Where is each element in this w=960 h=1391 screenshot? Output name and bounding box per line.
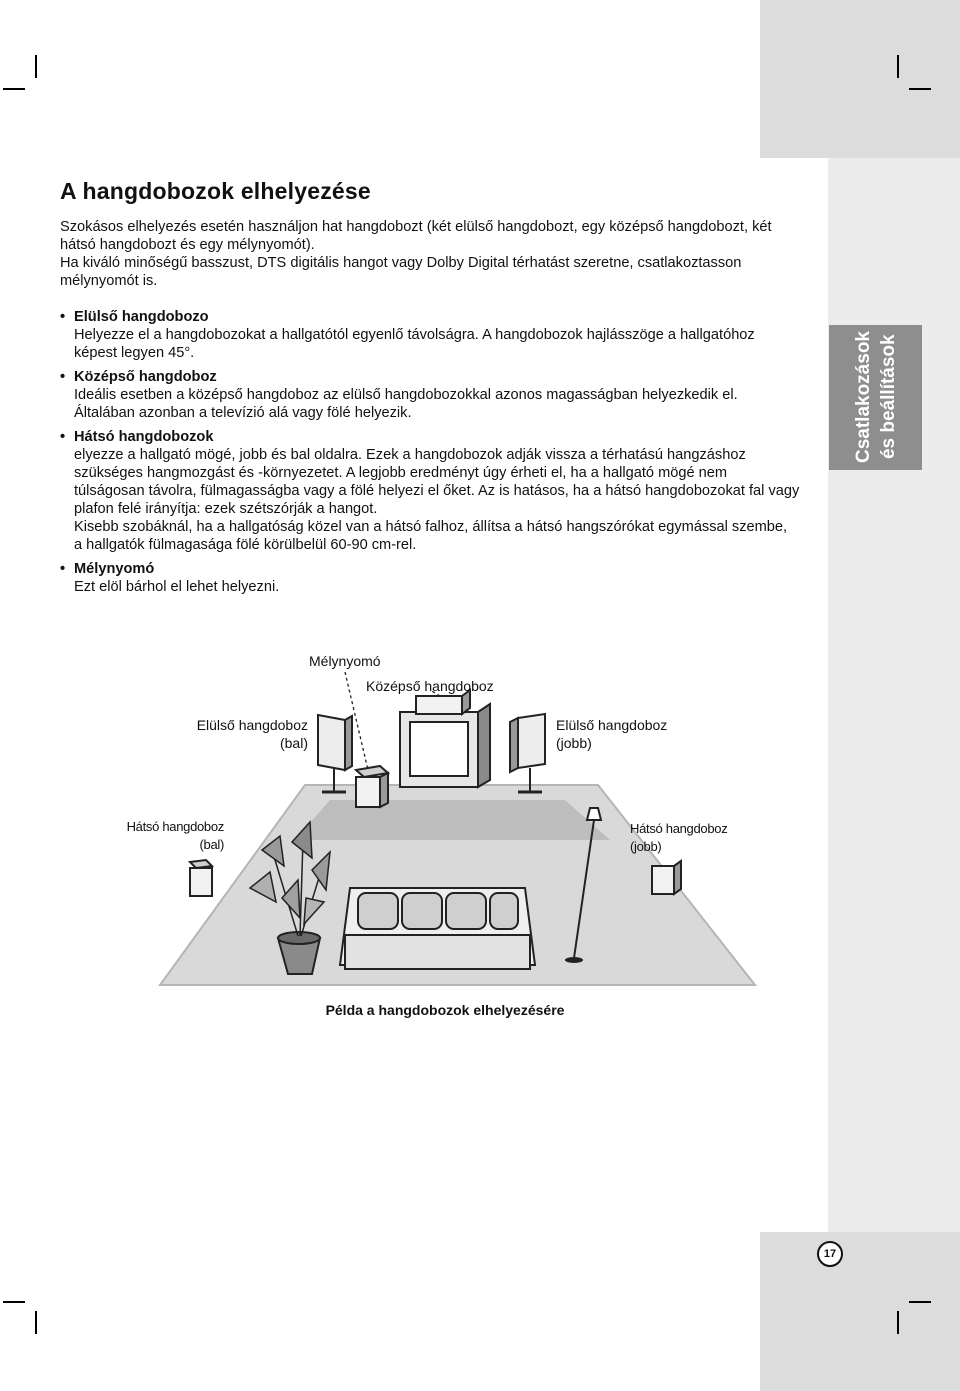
front-left-label-line: (bal) — [279, 735, 308, 751]
subwoofer-icon — [356, 766, 388, 807]
rear-left-label-line: (bal) — [199, 837, 224, 852]
list-item-heading: Középső hangdoboz — [74, 369, 217, 385]
intro-paragraph: Ha kiváló minőségű basszust, DTS digitális hangot vagy Dolby Digital térhatást szeretne, csatlakoztasson mélynyomót is. — [60, 255, 742, 289]
bullet-icon: • — [60, 429, 66, 445]
rear-right-speaker-icon — [652, 861, 681, 894]
front-left-speaker-icon — [318, 715, 352, 792]
front-right-label — [556, 716, 706, 752]
page-title: A hangdobozok elhelyezése — [60, 178, 371, 204]
figure-caption: Példa a hangdobozok elhelyezésére — [325, 1002, 565, 1018]
rear-right-label-line: (jobb) — [630, 839, 662, 854]
subwoofer-label: Mélynyomó — [309, 653, 381, 669]
list-item-text: Ezt elöl bárhol el lehet helyezni. — [74, 579, 280, 595]
bullet-icon: • — [60, 309, 66, 325]
section-tab-line2: és beállítások — [877, 335, 899, 460]
tv-icon — [400, 704, 490, 787]
bullet-icon: • — [60, 369, 66, 385]
rug-inner — [295, 800, 610, 840]
list-item-text: Helyezze el a hangdobozokat a hallgatótól egyenlő távolságra. A hangdobozok hajlásszöge a hallgatóhoz képest legyen 45°. — [74, 327, 755, 361]
sofa-icon — [340, 888, 535, 969]
center-speaker-label: Középső hangdoboz — [366, 678, 494, 694]
rear-right-label-line: Hátsó hangdoboz — [630, 821, 728, 836]
front-right-label-line: (jobb) — [556, 735, 592, 751]
rear-left-label — [104, 818, 224, 854]
list-item-text: Kisebb szobáknál, ha a hallgatóság közel van a hátsó falhoz, állítsa a hátsó hangszórókat egymással szembe, — [74, 519, 788, 535]
bullet-icon: • — [60, 561, 66, 577]
list-item-text: Ideális esetben a középső hangdoboz az elülső hangdobozokkal azonos magasságban helyezkedik el. Általában azonban a televízió alá vagy fölé helyezik. — [74, 387, 738, 421]
list-item-heading: Elülső hangdobozo — [74, 309, 209, 325]
list-item-text: a hallgatók fülmagasága fölé körülbelül 60-90 cm-rel. — [74, 537, 417, 553]
list-item-heading: Hátsó hangdobozok — [74, 429, 214, 445]
front-right-speaker-icon — [510, 714, 545, 792]
rear-left-speaker-icon — [190, 860, 212, 896]
page-number: 17 — [817, 1241, 843, 1267]
rear-left-label-line: Hátsó hangdoboz — [126, 819, 224, 834]
intro-paragraph: Szokásos elhelyezés esetén használjon hat hangdobozt (két elülső hangdobozt, egy középső hangdobozt, két hátsó hangdobozt és egy mélynyomót). — [60, 219, 772, 253]
rear-right-label — [630, 820, 750, 856]
front-left-label — [170, 716, 308, 752]
list-item-text: elyezze a hallgató mögé, jobb és bal oldalra. Ezek a hangdobozok adják vissza a térhatású hangzáshoz szükséges hangmozgást és -környezetet. A legjobb eredményt úgy érheti el, ha a hallgató mögé nem túlságosan távolra, fülmagasságba vagy a fölé helyezi el őket. Az is hatásos, ha a hátsó hangdobozokat fal vagy plafon felé irányítja: ezek szétszórják a hangot. — [74, 447, 800, 517]
section-tab-line1: Csatlakozások — [852, 331, 874, 464]
list-item-heading: Mélynyomó — [74, 561, 155, 577]
front-right-label-line: Elülső hangdoboz — [556, 717, 668, 733]
front-left-label-line: Elülső hangdoboz — [196, 717, 308, 733]
